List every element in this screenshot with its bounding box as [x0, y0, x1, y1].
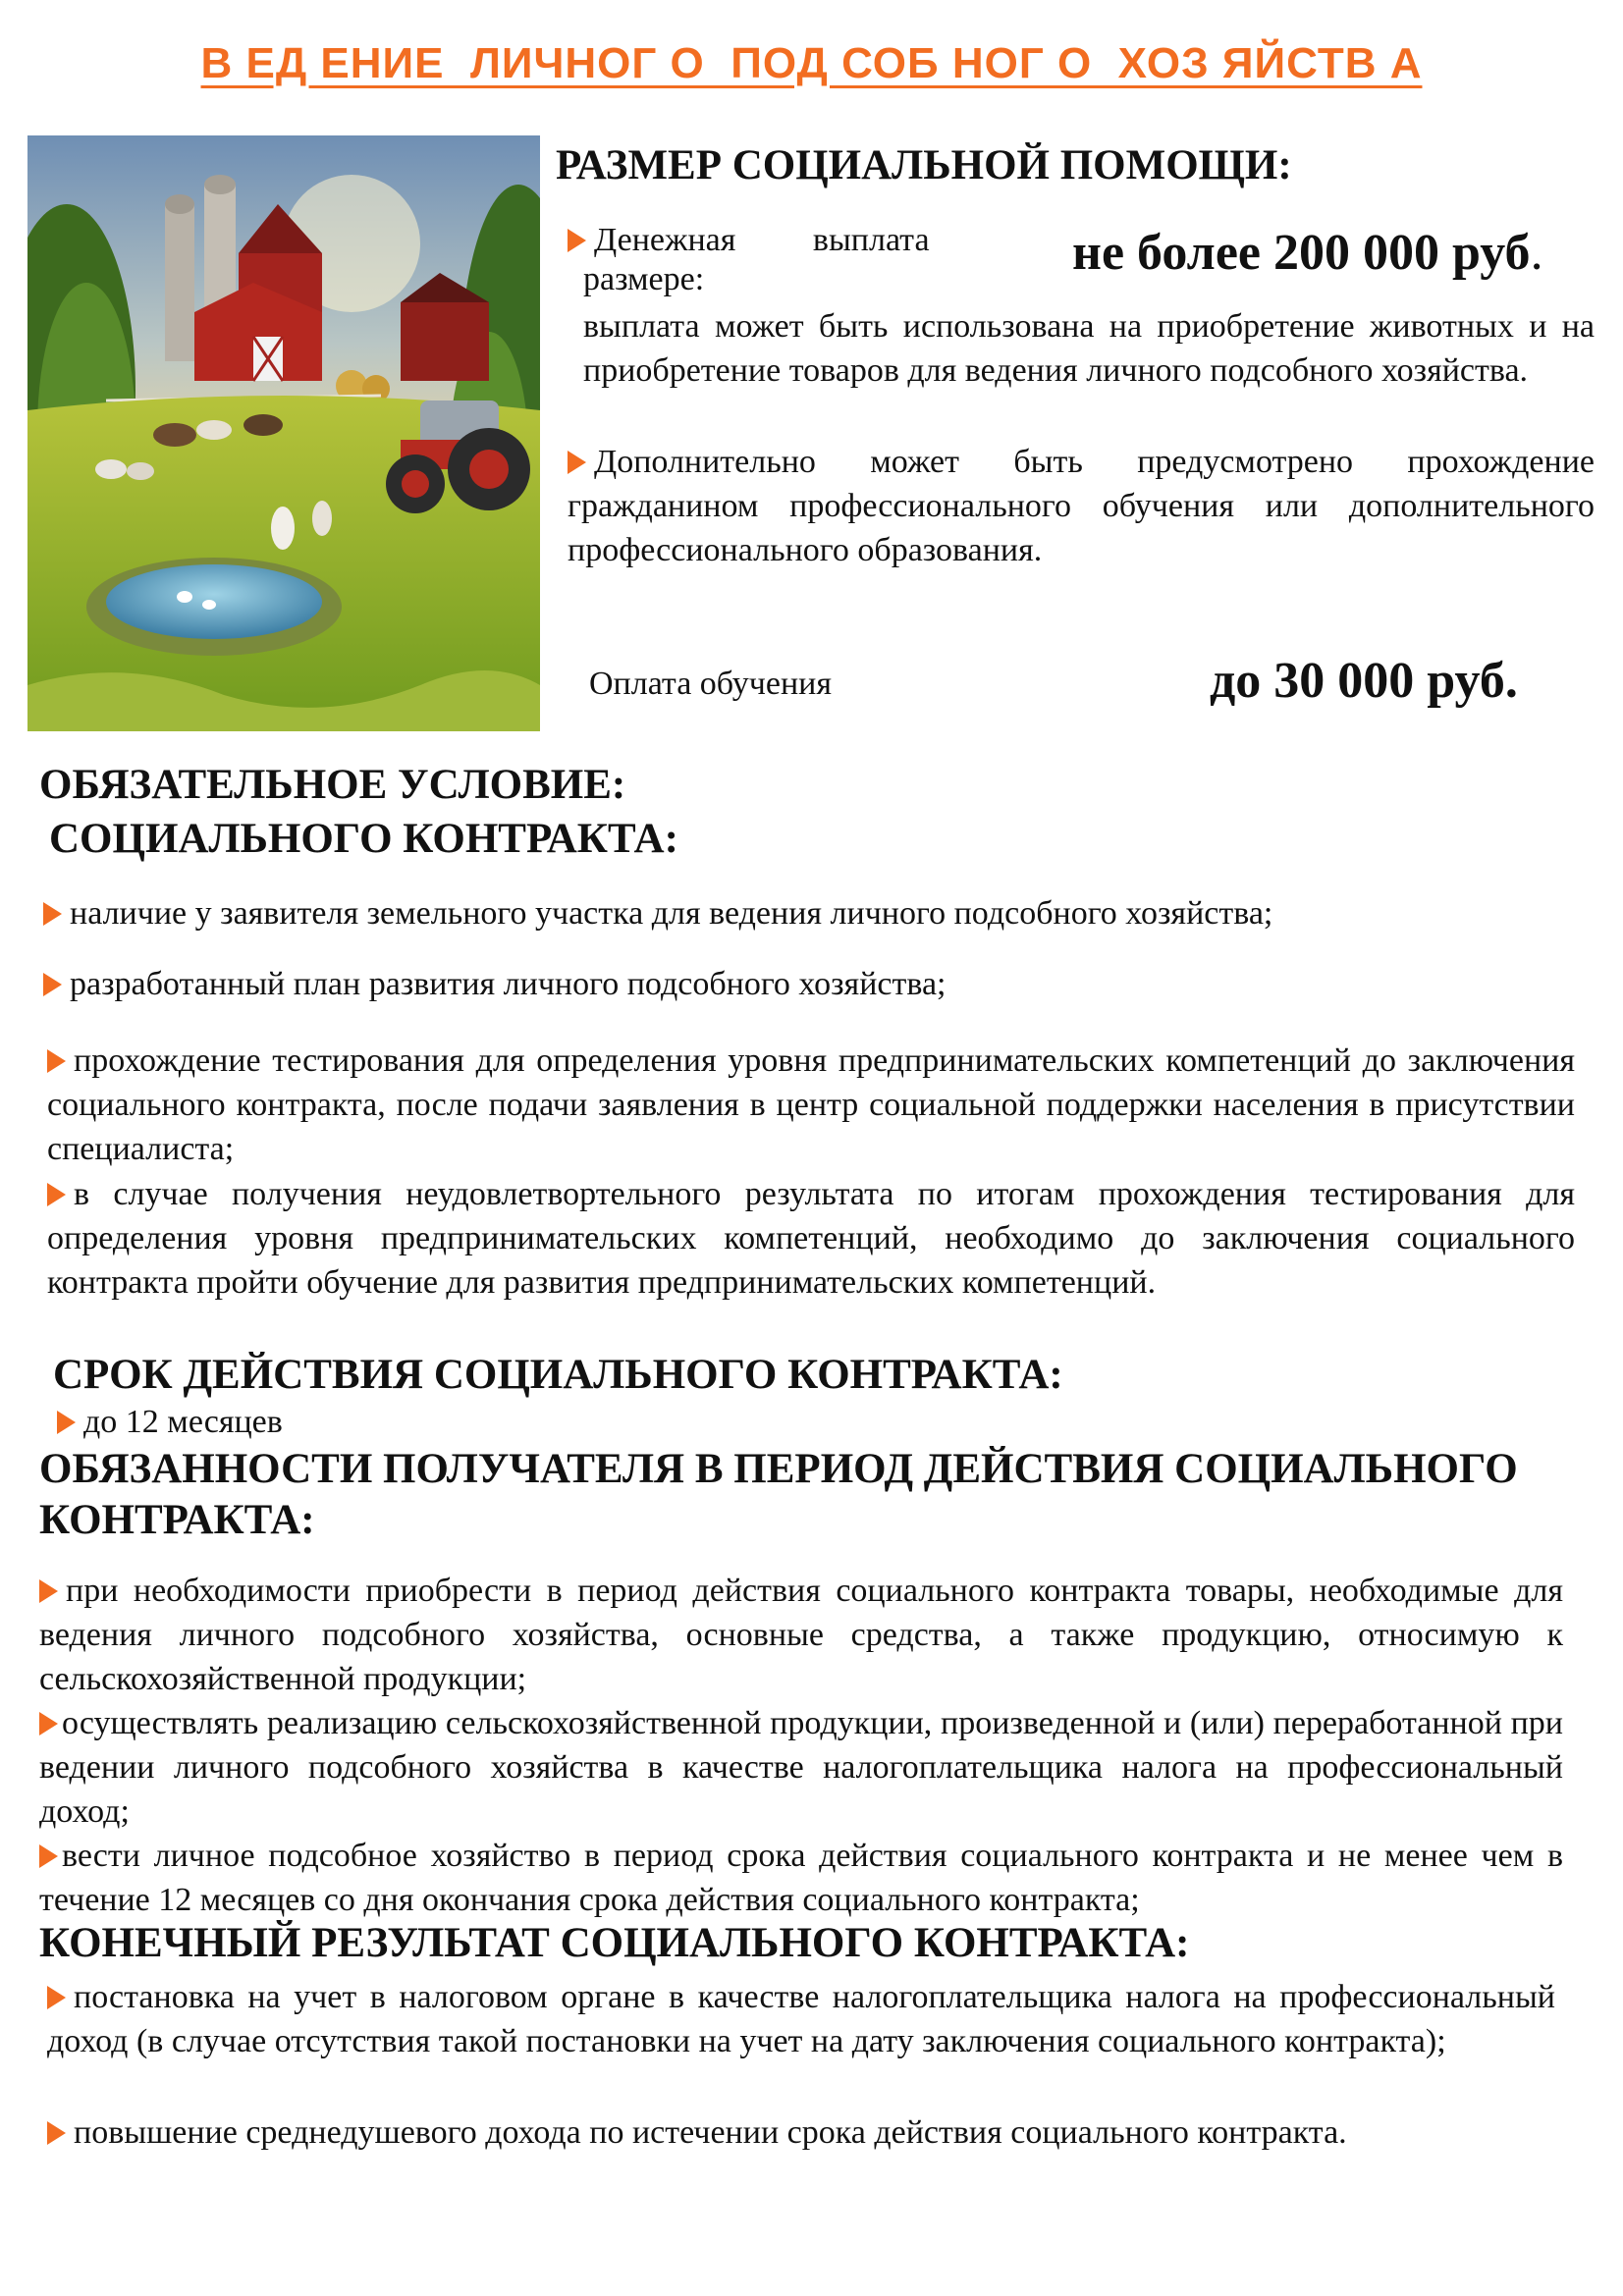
page-title [0, 39, 1623, 88]
farm-illustration-svg [27, 135, 540, 731]
term-heading: СРОК ДЕЙСТВИЯ СОЦИАЛЬНОГО КОНТРАКТА: [53, 1352, 1063, 1398]
duties-item-2-text: осуществлять реализацию сельскохозяйственной продукции, произведенной и (или) переработанной при ведении личного подсобного хозяйства в качестве налогоплательщика налога на профессиональный доход; [39, 1705, 1563, 1830]
condition-item-1-text: наличие у заявителя земельного участка для ведения личного подсобного хозяйства; [70, 895, 1273, 932]
bullet-arrow-icon [47, 2121, 66, 2145]
condition-heading-line2: СОЦИАЛЬНОГО КОНТРАКТА: [49, 816, 678, 862]
aid-amount-value: не более 200 000 руб [1072, 225, 1531, 281]
condition-item-3 [47, 1039, 1575, 1171]
condition-item-4 [47, 1172, 1575, 1305]
aid-item-2-text: Дополнительно может быть предусмотрено прохождение гражданином профессионального обучения или дополнительного профессионального образования. [568, 444, 1595, 568]
bullet-arrow-icon [568, 451, 586, 474]
farm-illustration [27, 135, 540, 731]
bullet-arrow-icon [47, 1986, 66, 2009]
condition-item-2-text: разработанный план развития личного подсобного хозяйства; [70, 966, 947, 1002]
term-item-text: до 12 месяцев [83, 1404, 283, 1440]
condition-item-4-text: в случае получения неудовлетвортельного результата по итогам прохождения тестирования для определения уровня предпринимательских компетенций, необходимо до заключения социального контракта пройти обучение для развития предпринимательских компетенций. [47, 1176, 1575, 1301]
aid-item-1-head [568, 218, 980, 262]
duties-item-1 [39, 1569, 1563, 1701]
bullet-arrow-icon [47, 1183, 66, 1206]
condition-item-1 [43, 891, 1575, 935]
aid-heading: РАЗМЕР СОЦИАЛЬНОЙ ПОМОЩИ: [556, 142, 1292, 188]
training-amount: до 30 000 руб. [1210, 653, 1518, 709]
bullet-arrow-icon [43, 902, 62, 926]
bullet-arrow-icon [47, 1049, 66, 1073]
duties-item-3 [39, 1834, 1563, 1922]
training-label: Оплата обучения [589, 666, 833, 702]
result-item-1-text: постановка на учет в налоговом органе в качестве налогоплательщика налога на профессиональный доход (в случае отсутствия такой постановки на учет на дату заключения социального контракта); [47, 1979, 1555, 2059]
bullet-arrow-icon [39, 1844, 58, 1868]
aid-item-1-line1: Денежная выплата [594, 222, 930, 258]
aid-amount-dot: . [1530, 225, 1543, 281]
duties-heading-line2: КОНТРАКТА: [39, 1497, 315, 1543]
bullet-arrow-icon [39, 1712, 58, 1735]
bullet-arrow-icon [568, 229, 586, 252]
aid-amount [1072, 224, 1543, 282]
term-item [57, 1400, 283, 1444]
duties-heading-line1: ОБЯЗАННОСТИ ПОЛУЧАТЕЛЯ В ПЕРИОД ДЕЙСТВИЯ СОЦИАЛЬНОГО [39, 1446, 1518, 1492]
result-item-2 [47, 2110, 1579, 2155]
duties-item-2 [39, 1701, 1563, 1834]
page-title-text: В ЕД ЕНИЕ ЛИЧНОГ О ПОД СОБ НОГ О ХОЗ ЯЙСТВ А [200, 39, 1423, 87]
result-item-2-text: повышение среднедушевого дохода по истечении срока действия социального контракта. [74, 2114, 1347, 2151]
bullet-arrow-icon [39, 1579, 58, 1603]
aid-item-1-rest: выплата может быть использована на приобретение животных и на приобретение товаров для ведения личного подсобного хозяйства. [583, 308, 1595, 389]
bullet-arrow-icon [57, 1411, 76, 1434]
aid-item-1-line2: размере: [583, 261, 705, 297]
bullet-arrow-icon [43, 973, 62, 996]
duties-item-1-text: при необходимости приобрести в период действия социального контракта товары, необходимые для ведения личного подсобного хозяйства, основные средства, а также продукцию, относимую к сельскохозяйственной продукции; [39, 1573, 1563, 1697]
condition-heading-line1: ОБЯЗАТЕЛЬНОЕ УСЛОВИЕ: [39, 762, 626, 808]
result-heading: КОНЕЧНЫЙ РЕЗУЛЬТАТ СОЦИАЛЬНОГО КОНТРАКТА: [39, 1920, 1190, 1966]
condition-item-3-text: прохождение тестирования для определения уровня предпринимательских компетенций до заключения социального контракта, после подачи заявления в центр социальной поддержки населения в присутствии специалиста; [47, 1042, 1575, 1167]
duties-item-3-text: вести личное подсобное хозяйство в период срока действия социального контракта и не менее чем в течение 12 месяцев со дня окончания срока действия социального контракта; [39, 1838, 1563, 1918]
aid-item-2 [568, 440, 1595, 572]
condition-item-2 [43, 962, 1575, 1006]
result-item-1 [47, 1975, 1555, 2063]
